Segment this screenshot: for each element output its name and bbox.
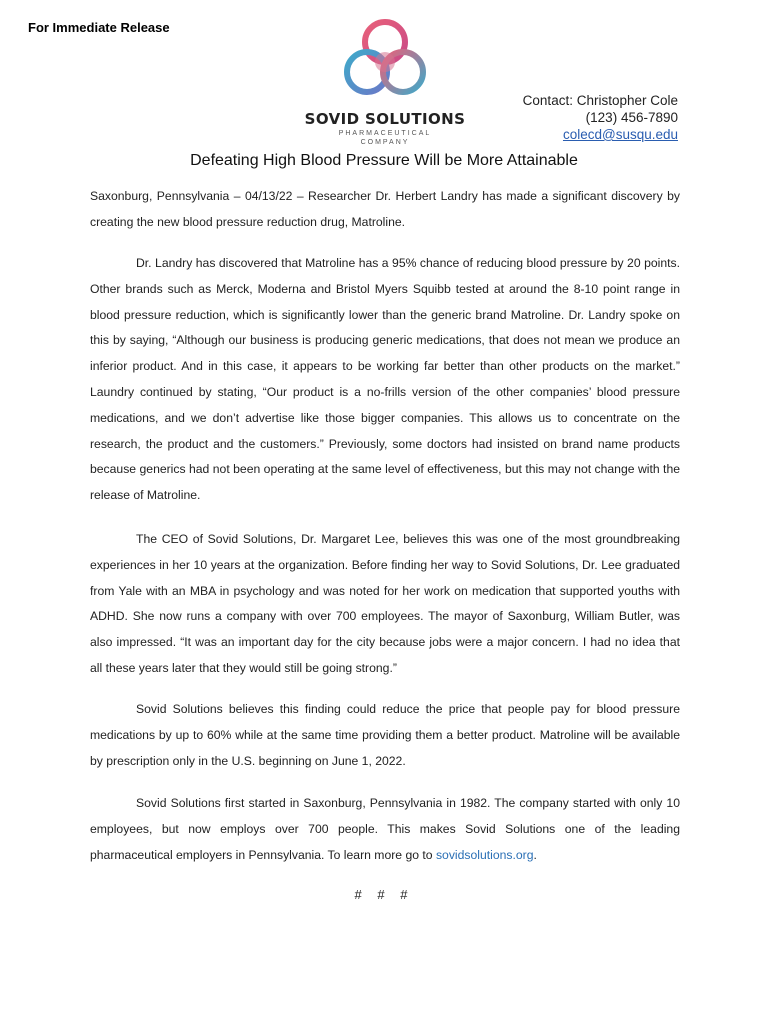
tagline-line-2: COMPANY: [360, 139, 410, 146]
contact-phone: (123) 456-7890: [585, 110, 678, 125]
paragraph-4-text: Sovid Solutions believes this finding could reduce the price that people pay for blood pressure medications by up to 60% while at the same time providing them a better product. Matroline will be available by prescription only in the U.S. beginning on June 1, 2022.: [90, 702, 680, 768]
website-link[interactable]: sovidsolutions.org: [435, 847, 534, 862]
company-tagline: [300, 129, 470, 147]
paragraph-pricing: [90, 697, 680, 774]
paragraph-dateline: [90, 184, 680, 236]
paragraph-5-body: Sovid Solutions first started in Saxonburg, Pennsylvania in 1982. The company started with only 10 employees, but now employs over 700 people. This makes Sovid Solutions one of the leading pharmaceutical employers in Pennsylvania. To learn more go to: [90, 796, 680, 862]
paragraph-1-text: Saxonburg, Pennsylvania – 04/13/22 – Researcher Dr. Herbert Landry has made a significant discovery by creating the new blood pressure reduction drug, Matroline.: [90, 189, 680, 229]
end-mark: # # #: [354, 887, 414, 902]
paragraph-history: [90, 791, 680, 868]
contact-name: Contact: Christopher Cole: [522, 93, 678, 108]
release-label: For Immediate Release: [28, 20, 170, 35]
contact-block: [523, 92, 678, 143]
paragraph-5-text: [90, 791, 680, 868]
paragraph-5-period: .: [533, 847, 537, 862]
paragraph-discovery: [90, 251, 680, 509]
headline: Defeating High Blood Pressure Will be More Attainable: [190, 152, 578, 169]
paragraph-3-text: The CEO of Sovid Solutions, Dr. Margaret Lee, believes this was one of the most groundbreaking experiences in her 10 years at the organization. Before finding her way to Sovid Solutions, Dr. Lee graduated from Yale with an MBA in psychology and was noted for her work on medication that supported youths with ADHD. She now runs a company with over 700 employees. The mayor of Saxonburg, William Butler, was also impressed. “It was an important day for the city because jobs were a major concern. I had no idea that all these years later that they would still be going strong.”: [90, 532, 680, 675]
company-name: SOVID SOLUTIONS: [304, 110, 466, 128]
paragraph-2-text: Dr. Landry has discovered that Matroline has a 95% chance of reducing blood pressure by 20 points. Other brands such as Merck, Moderna and Bristol Myers Squibb tested at around the 8-10 point range in blood pressure reduction, which is significantly lower than the generic brand Matroline. Dr. Landry spoke on this by saying, “Although our business is producing generic medications, that does not mean we produce an inferior product. And in this case, it appears to be working far better than other products on the market.” Laundry continued by stating, “Our product is a no-frills version of the other companies’ blood pressure medications, and we don’t advertise like those bigger companies. This allows us to concentrate on the research, the product and the customers.” Previously, some doctors had insisted on brand name products because generics had not been operating at the same level of effectiveness, but this may not change with the release of Matroline.: [90, 256, 680, 503]
logo-rings-icon: [338, 18, 432, 110]
company-logo: [300, 18, 470, 150]
tagline-line-1: PHARMACEUTICAL: [338, 130, 432, 137]
paragraph-ceo: [90, 527, 680, 682]
contact-email-link[interactable]: colecd@susqu.edu: [562, 127, 678, 142]
